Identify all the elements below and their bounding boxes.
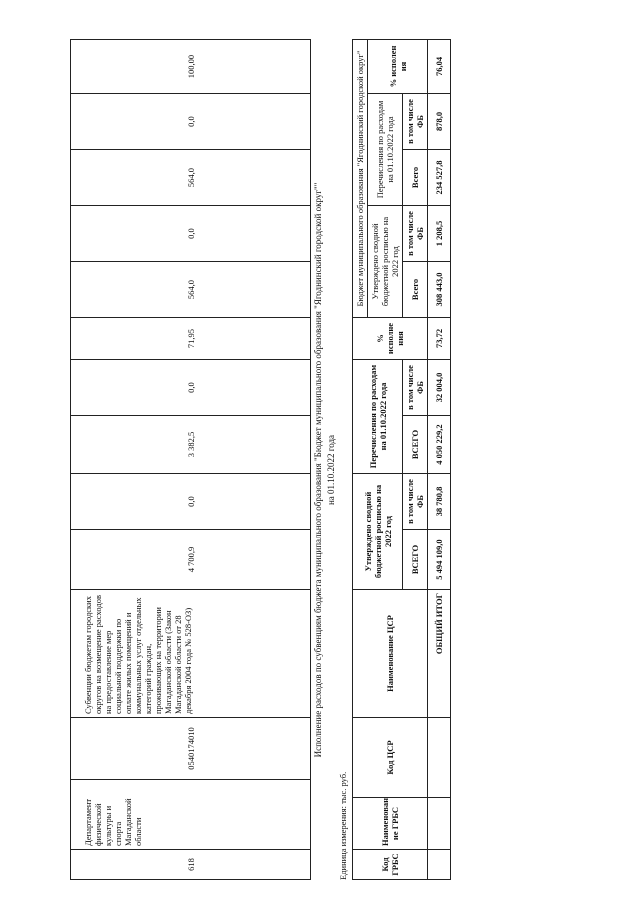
unit-label: Единица измерения: тыс. руб. bbox=[338, 771, 348, 880]
header-plan-vsego: ВСЕГО bbox=[403, 530, 428, 590]
header-mo-plan-vsego: Всего bbox=[403, 261, 428, 317]
total-empty-2 bbox=[428, 798, 451, 850]
header-kod-grbs: Код ГРБС bbox=[353, 850, 428, 880]
header-paid-vsego: ВСЕГО bbox=[403, 416, 428, 474]
header-mo-paid: Перечисления по расходам на 01.10.2022 года bbox=[368, 93, 403, 205]
header-row-1 bbox=[353, 39, 368, 879]
header-kod-csr: Код ЦСР bbox=[353, 718, 428, 798]
kod-grbs-cell: 618 bbox=[71, 850, 311, 880]
header-mo-pct: % исполен ия bbox=[368, 39, 428, 93]
total-pct: 73,72 bbox=[428, 317, 451, 359]
paid-total-cell: 3 382,5 bbox=[71, 416, 311, 474]
header-plan-fb: в том числе ФБ bbox=[403, 474, 428, 530]
total-plan-fb: 38 780,8 bbox=[428, 474, 451, 530]
total-row bbox=[428, 39, 451, 879]
pct-cell: 71,95 bbox=[71, 318, 311, 360]
report-title-block bbox=[312, 60, 338, 880]
total-mo-paid-fb: 878,0 bbox=[428, 93, 451, 149]
header-name-csr: Наименование ЦСР bbox=[353, 590, 428, 718]
kod-csr-cell: 0540174010 bbox=[71, 718, 311, 780]
name-csr-cell: Субвенции бюджетам городских округов на возмещение расходов на предоставление мер социальной поддержки по оплате жилых помещений и коммунальных услуг отдельных категорий граждан, проживающих на территории Магаданской области (Закон Магаданской области от 28 декабря 2004 года № 528-ОЗ) bbox=[71, 590, 311, 718]
header-name-grbs: Наименован ие ГРБС bbox=[353, 798, 428, 850]
total-paid-total: 4 050 229,2 bbox=[428, 416, 451, 474]
header-mo-plan: Утверждено сводной бюджетной росписью на 2022 год bbox=[368, 205, 403, 317]
header-plan: Утверждено сводной бюджетной росписью на 2022 год bbox=[353, 474, 403, 590]
mo-plan-fb-cell: 0,0 bbox=[71, 206, 311, 262]
table-row bbox=[71, 40, 311, 880]
continuation-table bbox=[70, 39, 311, 880]
plan-total-cell: 4 700,9 bbox=[71, 530, 311, 590]
header-paid-fb: в том числе ФБ bbox=[403, 359, 428, 415]
total-empty-3 bbox=[428, 718, 451, 798]
total-mo-plan-total: 308 443,0 bbox=[428, 261, 451, 317]
total-mo-paid-total: 234 527,8 bbox=[428, 149, 451, 205]
mo-pct-cell: 100,00 bbox=[71, 40, 311, 94]
total-mo-plan-fb: 1 208,5 bbox=[428, 205, 451, 261]
report-title: Исполнение расходов по субвенциям бюджета муниципального образования "Бюджет муниципального образования "Ягоднинский городской округ"" bbox=[313, 182, 323, 758]
total-plan-total: 5 494 109,0 bbox=[428, 530, 451, 590]
report-subtitle: на 01.10.2022 года bbox=[326, 434, 336, 506]
summary-table bbox=[352, 39, 451, 880]
header-mo-paid-fb: в том числе ФБ bbox=[403, 93, 428, 149]
total-mo-pct: 76,04 bbox=[428, 39, 451, 93]
header-pct: % исполне ния bbox=[353, 317, 428, 359]
mo-paid-total-cell: 564,0 bbox=[71, 150, 311, 206]
total-paid-fb: 32 004,0 bbox=[428, 359, 451, 415]
header-mo-plan-fb: в том числе ФБ bbox=[403, 205, 428, 261]
total-empty-1 bbox=[428, 850, 451, 880]
mo-plan-total-cell: 564,0 bbox=[71, 262, 311, 318]
header-paid: Перечисления по расходам на 01.10.2022 года bbox=[353, 359, 403, 473]
total-label: ОБЩИЙ ИТОГ bbox=[428, 590, 451, 718]
name-grbs-cell: Департамент физической культуры и спорта Магаданской области bbox=[71, 780, 311, 850]
mo-paid-fb-cell: 0,0 bbox=[71, 94, 311, 150]
paid-fb-cell: 0,0 bbox=[71, 360, 311, 416]
rotated-content bbox=[70, 20, 590, 880]
header-mo-paid-vsego: Всего bbox=[403, 149, 428, 205]
plan-fb-cell: 0,0 bbox=[71, 474, 311, 530]
header-mo: Бюджет муниципального образования "Ягоднинский городской округ" bbox=[353, 39, 368, 317]
